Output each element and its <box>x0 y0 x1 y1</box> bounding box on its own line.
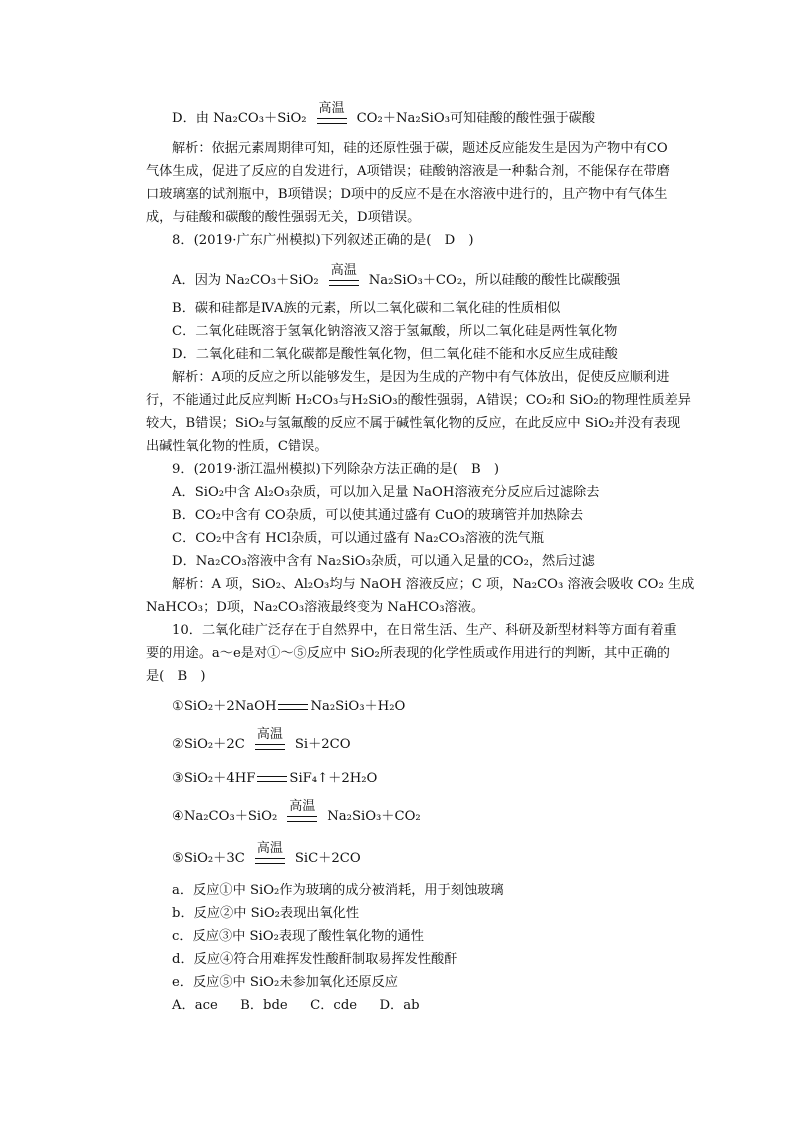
q8-option: D．二氧化硅和二氧化碳都是酸性氧化物，但二氧化硅不能和水反应生成硅酸 <box>172 347 618 362</box>
q10-stem-line: 10．二氧化硅广泛存在于自然界中，在日常生活、生产、科研及新型材料等方面有着重 <box>172 623 677 638</box>
condition-label: 高温 <box>330 263 357 278</box>
equals-sign <box>278 704 308 710</box>
equation-4 <box>146 786 666 824</box>
q9-option: C．CO₂中含有 HCl杂质，可以通过盛有 Na₂CO₃溶液的洗气瓶 <box>172 531 544 546</box>
q9-option: D．Na₂CO₃溶液中含有 Na₂SiO₃杂质，可以通入足量的CO₂，然后过滤 <box>172 554 595 569</box>
eq3-left: ③SiO₂＋4HF <box>172 771 256 786</box>
eq5-left: ⑤SiO₂＋3C <box>172 851 245 866</box>
q8-stem: 8．(2019·广东广州模拟)下列叙述正确的是( D ) <box>172 233 474 248</box>
q9-option: A．SiO₂中含 Al₂O₃杂质，可以加入足量 NaOH溶液充分反应后过滤除去 <box>172 485 600 500</box>
q10-stem-line: 要的用途。a～e是对①～⑤反应中 SiO₂所表现的化学性质或作用进行的判断，其中正确的 <box>146 646 670 661</box>
q7-option-d <box>146 88 666 126</box>
equals-sign <box>257 776 287 782</box>
q8-option: B．碳和硅都是ⅣA族的元素，所以二氧化碳和二氧化硅的性质相似 <box>172 301 561 316</box>
double-arrow-line <box>255 744 285 750</box>
q10-judgment: c．反应③中 SiO₂表现了酸性氧化物的通性 <box>172 929 424 944</box>
equation-3 <box>146 752 666 786</box>
equation-1 <box>146 686 666 714</box>
q10-choice-c: C．cde <box>310 998 358 1013</box>
q7-analysis-line: 解析：依据元素周期律可知，硅的还原性强于碳，题述反应能发生是因为产物中有CO <box>172 141 668 156</box>
eq3-right: SiF₄↑＋2H₂O <box>289 771 378 786</box>
q8-option-a-suffix: Na₂SiO₃＋CO₂，所以硅酸的酸性比碳酸强 <box>368 273 621 288</box>
q10-stem-line: 是( B ) <box>146 669 206 684</box>
eq4-right: Na₂SiO₃＋CO₂ <box>327 809 421 824</box>
double-arrow-line <box>317 118 347 124</box>
q8-option: C．二氧化硅既溶于氢氧化钠溶液又溶于氢氟酸，所以二氧化硅是两性氧化物 <box>172 324 618 339</box>
q9-stem: 9．(2019·浙江温州模拟)下列除杂方法正确的是( B ) <box>172 462 499 477</box>
condition-label: 高温 <box>318 101 345 116</box>
eq2-right: Si＋2CO <box>294 737 351 752</box>
q8-analysis-line: 解析：A项的反应之所以能够发生，是因为生成的产物中有气体放出，促使反应顺利进 <box>172 370 670 385</box>
document-page <box>146 88 695 1015</box>
q7-option-d-prefix: D．由 Na₂CO₃＋SiO₂ <box>172 111 307 126</box>
reaction-condition <box>255 842 285 864</box>
reaction-condition <box>287 800 317 822</box>
equation-2 <box>146 714 666 752</box>
equation-5 <box>146 824 666 866</box>
q7-analysis-line: 成，与硅酸和碳酸的酸性强弱无关，D项错误。 <box>146 210 421 225</box>
q9-analysis-line: 解析：A 项，SiO₂、Al₂O₃均与 NaOH 溶液反应；C 项，Na₂CO₃ 溶液会吸收 CO₂ 生成 <box>172 577 695 592</box>
double-arrow-line <box>255 858 285 864</box>
q9-analysis-line: NaHCO₃；D项，Na₂CO₃溶液最终变为 NaHCO₃溶液。 <box>146 600 485 615</box>
q7-option-d-suffix: CO₂＋Na₂SiO₃可知硅酸的酸性强于碳酸 <box>356 111 596 126</box>
q7-analysis-line: 口玻璃塞的试剂瓶中，B项错误；D项中的反应不是在水溶液中进行的，且产物中有气体生 <box>146 187 668 202</box>
q8-analysis-line: 出碱性氧化物的性质，C错误。 <box>146 439 328 454</box>
double-arrow-line <box>287 816 317 822</box>
eq1-left: ①SiO₂＋2NaOH <box>172 699 277 714</box>
q8-option-a <box>146 250 666 288</box>
q10-choice-d: D．ab <box>379 998 420 1013</box>
q10-judgment: e．反应⑤中 SiO₂未参加氧化还原反应 <box>172 975 398 990</box>
q10-judgment: a．反应①中 SiO₂作为玻璃的成分被消耗，用于刻蚀玻璃 <box>172 883 504 898</box>
q8-analysis-line: 行，不能通过此反应判断 H₂CO₃与H₂SiO₃的酸性强弱，A错误；CO₂和 SiO₂的物理性质差异 <box>146 393 691 408</box>
q10-choices <box>146 997 666 1015</box>
double-arrow-line <box>329 280 359 286</box>
reaction-condition <box>317 102 347 124</box>
eq1-right: Na₂SiO₃＋H₂O <box>310 699 406 714</box>
condition-label: 高温 <box>256 727 283 742</box>
reaction-condition <box>329 264 359 286</box>
condition-label: 高温 <box>256 841 283 856</box>
eq5-right: SiC＋2CO <box>294 851 361 866</box>
q8-option-a-prefix: A．因为 Na₂CO₃＋SiO₂ <box>172 273 319 288</box>
q10-judgment: d．反应④符合用难挥发性酸酐制取易挥发性酸酐 <box>172 952 458 967</box>
eq4-left: ④Na₂CO₃＋SiO₂ <box>172 809 278 824</box>
condition-label: 高温 <box>289 799 316 814</box>
reaction-condition <box>255 728 285 750</box>
q9-option: B．CO₂中含有 CO杂质，可以使其通过盛有 CuO的玻璃管并加热除去 <box>172 508 584 523</box>
q10-judgment: b．反应②中 SiO₂表现出氧化性 <box>172 906 360 921</box>
eq2-left: ②SiO₂＋2C <box>172 737 245 752</box>
q8-analysis-line: 较大，B错误；SiO₂与氢氟酸的反应不属于碱性氧化物的反应，在此反应中 SiO₂并没有表现 <box>146 416 681 431</box>
q10-choice-a: A．ace <box>172 998 218 1013</box>
q10-choice-b: B．bde <box>240 998 288 1013</box>
q7-analysis-line: 气体生成，促进了反应的自发进行，A项错误；硅酸钠溶液是一种黏合剂，不能保存在带磨 <box>146 164 670 179</box>
